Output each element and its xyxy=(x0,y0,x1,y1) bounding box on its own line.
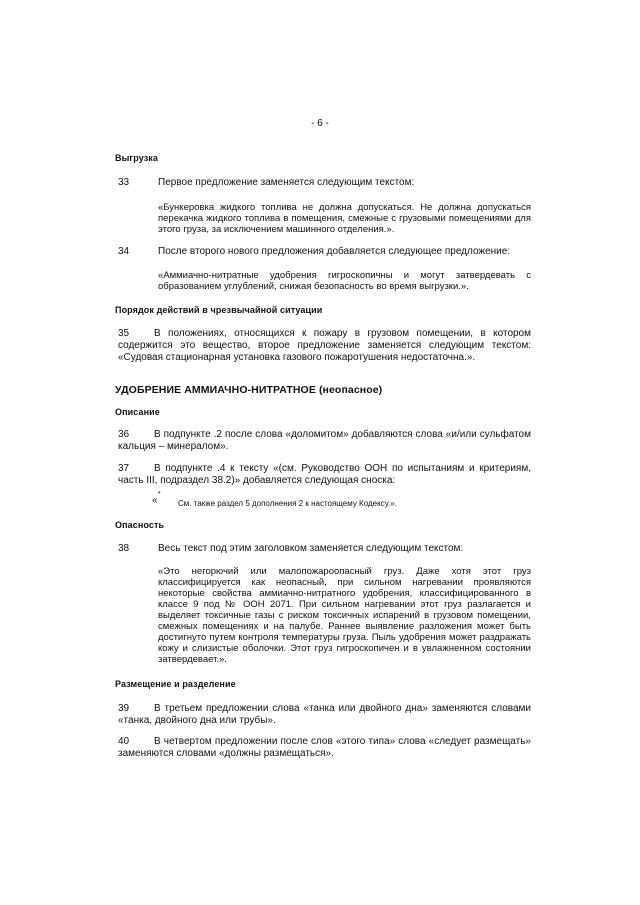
section-heading-hazard: Опасность xyxy=(115,520,165,530)
item-number-40: 40 xyxy=(118,736,130,747)
item-number-39: 39 xyxy=(118,703,130,714)
item-number-37: 37 xyxy=(118,463,130,474)
item-text-39: В третьем предложении слова «танка или двойного дна» заменяются словами «танка, двойного дна или трубы». xyxy=(118,703,531,726)
item-number-36: 36 xyxy=(118,429,130,440)
item-text-37: В подпункте .4 к тексту «(см. Руководство ООН по испытаниям и критериям, часть III, подраздел 38.2)» добавляется следующая сноска: xyxy=(118,463,531,486)
item-number-35: 35 xyxy=(118,328,130,339)
quote-38: «Это негорючий или малопожароопасный груз. Даже хотя этот груз классифицируется как неопасный, при сильном нагревании проявляются некоторые свойства аммиачно-нитратного удобрения, классифицированного в классе 9 под № ООН 2071. При сильном нагревании этот груз разлагается и выделяет токсичные газы с риском токсичных испарений в грузовом помещении, смежных помещениях и на палубе. Раннее выявление разложения может быть достигнуто путем контроля температуры груза. Пыль удобрения может раздражать кожу и слизистые оболочки. Этот груз гигроскопичен и в увлажненном состоянии затвердевает.». xyxy=(158,566,531,665)
section-heading-stowage: Размещение и разделение xyxy=(115,679,236,689)
footnote-asterisk: * xyxy=(158,491,161,498)
item-text-40: В четвертом предложении после слов «этого типа» слова «следует размещать» заменяются словами «должны размещаться». xyxy=(118,736,531,759)
footnote-open-quote: « xyxy=(152,495,158,506)
quote-34: «Аммиачно-нитратные удобрения гигроскопичны и могут затвердевать с образованием углублений, снижая безопасность во время выгрузки.». xyxy=(158,270,531,292)
footnote-text: См. также раздел 5 дополнения 2 к настоящему Кодексу.». xyxy=(178,499,397,508)
item-text-33: Первое предложение заменяется следующим текстом: xyxy=(158,177,415,188)
item-number-33: 33 xyxy=(118,177,130,188)
page-number: - 6 - xyxy=(311,118,329,129)
item-text-36: В подпункте .2 после слова «доломитом» добавляются слова «и/или сульфатом кальция – минералом». xyxy=(118,429,531,452)
section-heading-unloading: Выгрузка xyxy=(115,153,158,163)
item-text-38: Весь текст под этим заголовком заменяется следующим текстом: xyxy=(158,543,464,554)
item-number-34: 34 xyxy=(118,246,130,257)
section-heading-fertilizer: УДОБРЕНИЕ АММИАЧНО-НИТРАТНОЕ (неопасное) xyxy=(115,384,383,396)
section-heading-description: Описание xyxy=(115,407,160,417)
section-heading-emergency: Порядок действий в чрезвычайной ситуации xyxy=(115,305,323,315)
quote-33: «Бункеровка жидкого топлива не должна допускаться. Не должна допускаться перекачка жидкого топлива в помещения, смежные с грузовыми помещениями для этого груза, за исключением машинного отделения.». xyxy=(158,202,531,235)
item-text-34: После второго нового предложения добавляется следующее предложение: xyxy=(158,246,511,257)
item-number-38: 38 xyxy=(118,543,130,554)
item-text-35: В положениях, относящихся к пожару в грузовом помещении, в котором содержится это вещество, второе предложение заменяется следующим текстом: «Судовая стационарная установка газового пожаротушения недостаточна.». xyxy=(118,328,531,363)
